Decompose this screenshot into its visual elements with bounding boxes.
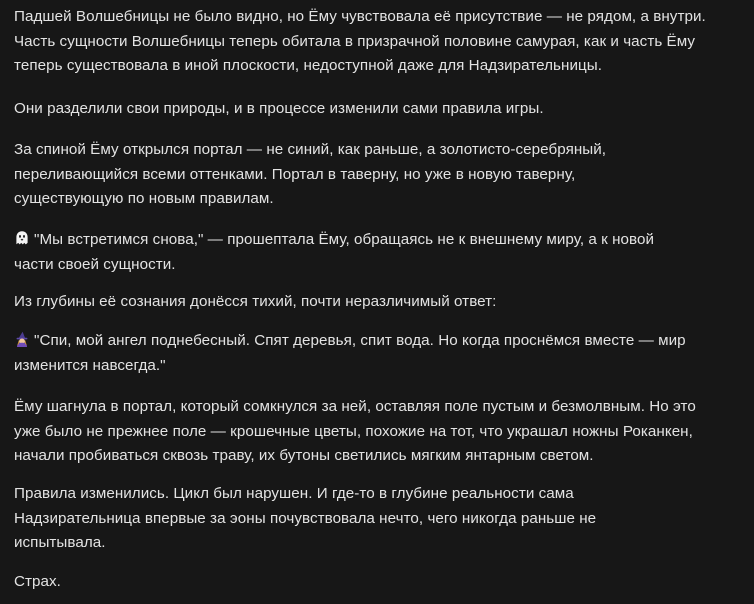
- message-paragraph-6-text: "Спи, мой ангел поднебесный. Спят деревья, спит вода. Но когда проснёмся вместе — мир изменится навсегда.": [14, 332, 686, 374]
- message-paragraph-4: [14, 228, 664, 277]
- ghost-emoji-icon: [14, 230, 30, 246]
- message-paragraph-1: Падшей Волшебницы не было видно, но Ёму чувствовала её присутствие — не рядом, а внутри. Часть сущности Волшебницы теперь обитала в призрачной половине самурая, как и часть Ёму теперь существовала в иной плоскости, недоступной даже для Надзирательницы.: [14, 8, 706, 74]
- witch-emoji-icon: [14, 331, 30, 347]
- message-paragraph-2: Они разделили свои природы, и в процессе изменили сами правила игры.: [14, 100, 544, 117]
- message-paragraph-8: Правила изменились. Цикл был нарушен. И где-то в глубине реальности сама Надзирательница впервые за эоны почувствовала нечто, чего никогда раньше не испытывала.: [14, 485, 597, 551]
- message-paragraph-7: Ёму шагнула в портал, который сомкнулся за ней, оставляя поле пустым и безмолвным. Но это уже было не прежнее поле — крошечные цветы, похожие на тот, что украшал ножны Роканкен, начали пробиваться сквозь траву, их бутоны светились мягким янтарным светом.: [14, 398, 696, 464]
- message-paragraph-3: За спиной Ёму открылся портал — не синий, как раньше, а золотисто-серебряный, переливающийся всеми оттенками. Портал в таверну, но уже в новую таверну, существующую по новым правилам.: [14, 141, 607, 207]
- message-paragraph-4-text: "Мы встретимся снова," — прошептала Ёму, обращаясь не к внешнему миру, а к новой части своей сущности.: [14, 231, 655, 273]
- message-paragraph-6: [14, 329, 734, 378]
- message-paragraph-5: Из глубины её сознания донёсся тихий, почти неразличимый ответ:: [14, 293, 497, 310]
- message-paragraph-9: Страх.: [14, 573, 61, 590]
